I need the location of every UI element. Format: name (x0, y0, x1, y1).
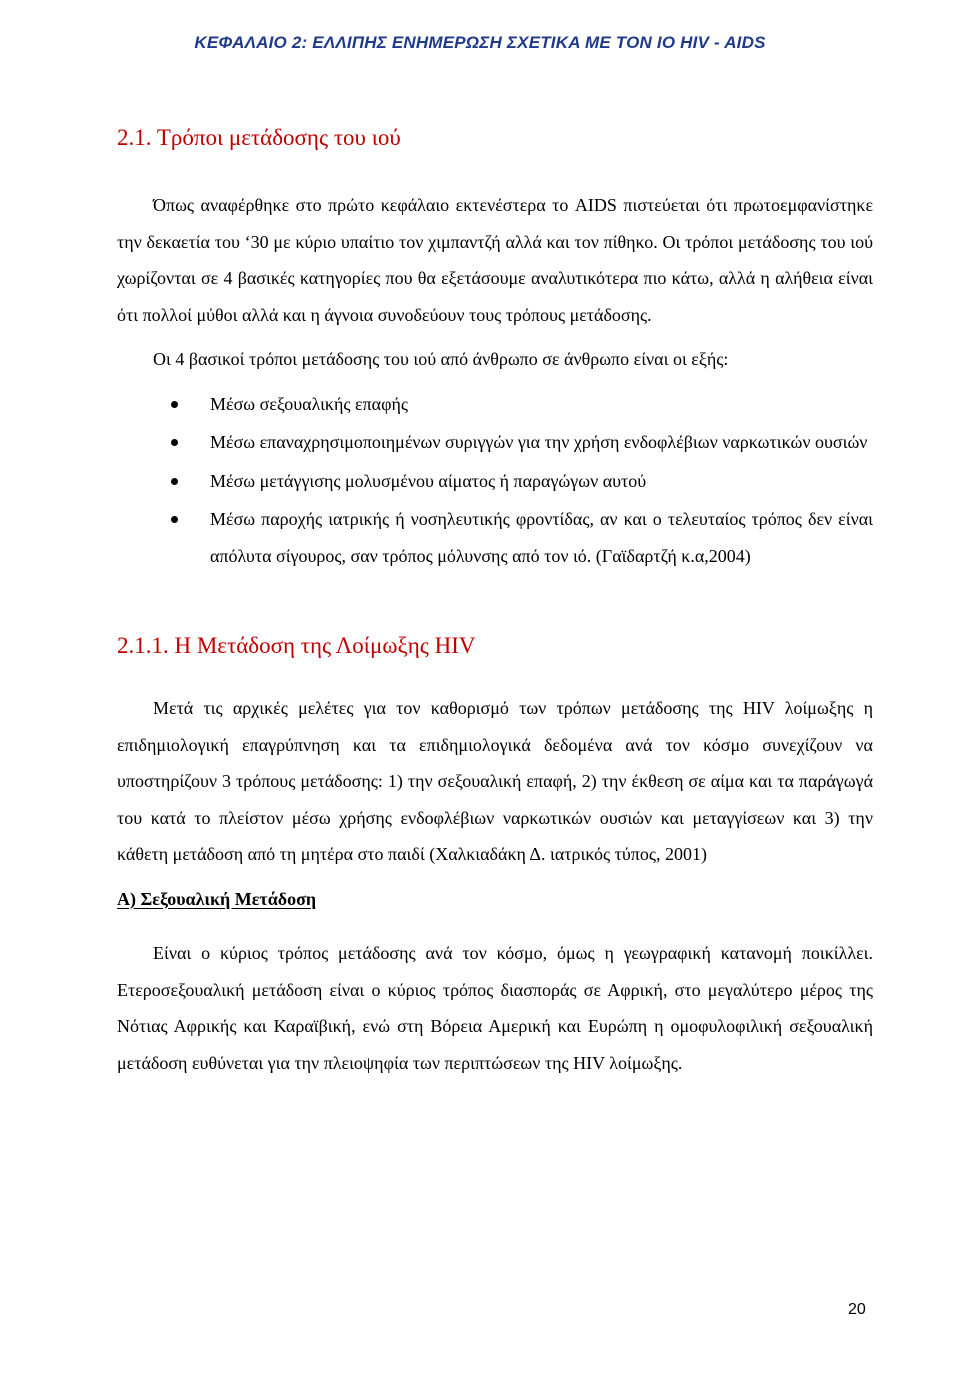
sexual-transmission-paragraph: Είναι ο κύριος τρόπος μετάδοσης ανά τον κόσμο, όμως η γεωγραφική κατανομή ποικίλλει. Ετεροσεξουαλική μετάδοση είναι ο κύριος τρόπος διασποράς σε Αφρική, στο μεγαλύτερο μέρος της Νότιας Αφρικής και Καραϊβική, ενώ στη Βόρεια Αμερική και Ευρώπη η ομοφυλοφιλική σεξουαλική μετάδοση ευθύνεται για την πλειοψηφία των περιπτώσεων της HIV λοίμωξης. (117, 943, 873, 1073)
bullet-icon (171, 478, 178, 485)
list-item-text: Μέσω παροχής ιατρικής ή νοσηλευτικής φροντίδας, αν και ο τελευταίος τρόπος δεν είναι απόλυτα σίγουρος, σαν τρόπος μόλυνσης από τον ιό. (Γαϊδαρτζή κ.α,2004) (210, 509, 873, 566)
bullet-icon (171, 516, 178, 523)
transmission-list-intro: Οι 4 βασικοί τρόποι μετάδοσης του ιού από άνθρωπο σε άνθρωπο είναι οι εξής: (153, 349, 729, 369)
bullet-icon (171, 401, 178, 408)
running-header: ΚΕΦΑΛΑΙΟ 2: ΕΛΛΙΠΗΣ ΕΝΗΜΕΡΩΣΗ ΣΧΕΤΙΚΑ ΜΕ ΤΟΝ ΙΟ HIV - AIDS (194, 33, 766, 52)
section-heading-2-1: 2.1. Τρόποι μετάδοσης του ιού (117, 125, 401, 150)
page-content (117, 118, 873, 1081)
page-number: 20 (848, 1301, 866, 1318)
list-item-text: Μέσω μετάγγισης μολυσμένου αίματος ή παραγώγων αυτού (210, 470, 647, 491)
section-2-1-1-paragraph: Μετά τις αρχικές μελέτες για τον καθορισμό των τρόπων μετάδοσης της HIV λοίμωξης η επιδημιολογική επαγρύπνηση και τα επιδημιολογικά δεδομένα ανά τον κόσμο συνεχίζουν να υποστηρίζουν 3 τρόπους μετάδοσης: 1) την σεξουαλική επαφή, 2) την έκθεση σε αίμα και τα παράγωγά του κατά το πλείστον μέσω χρήσης ενδοφλέβιων ναρκωτικών ουσιών και μεταγγίσεων και 3) την κάθετη μετάδοση από τη μητέρα στο παιδί (Χαλκιαδάκη Δ. ιατρικός τύπος, 2001) (117, 698, 873, 864)
list-item (210, 424, 873, 461)
bullet-icon (171, 439, 178, 446)
section-heading-2-1-1: 2.1.1. Η Μετάδοση της Λοίμωξης HIV (117, 633, 476, 658)
transmission-modes-list (117, 386, 873, 575)
list-item (210, 463, 873, 500)
list-item (210, 501, 873, 574)
list-item-text: Μέσω σεξουαλικής επαφής (210, 393, 409, 414)
list-item (210, 386, 873, 423)
subsection-heading-sexual-transmission: Α) Σεξουαλική Μετάδοση (117, 888, 317, 909)
list-item-text: Μέσω επαναχρησιμοποιημένων συριγγών για την χρήση ενδοφλέβιων ναρκωτικών ουσιών (210, 432, 868, 452)
section-2-1-paragraph: Όπως αναφέρθηκε στο πρώτο κεφάλαιο εκτενέστερα το AIDS πιστεύεται ότι πρωτοεμφανίστηκε την δεκαετία του ‘30 με κύριο υπαίτιο τον χιμπαντζή αλλά και τον πίθηκο. Οι τρόποι μετάδοσης του ιού χωρίζονται σε 4 βασικές κατηγορίες που θα εξετάσουμε αναλυτικότερα πιο κάτω, αλλά η αλήθεια είναι ότι πολλοί μύθοι αλλά και η άγνοια συνοδεύουν τους τρόπους μετάδοσης. (117, 195, 873, 325)
